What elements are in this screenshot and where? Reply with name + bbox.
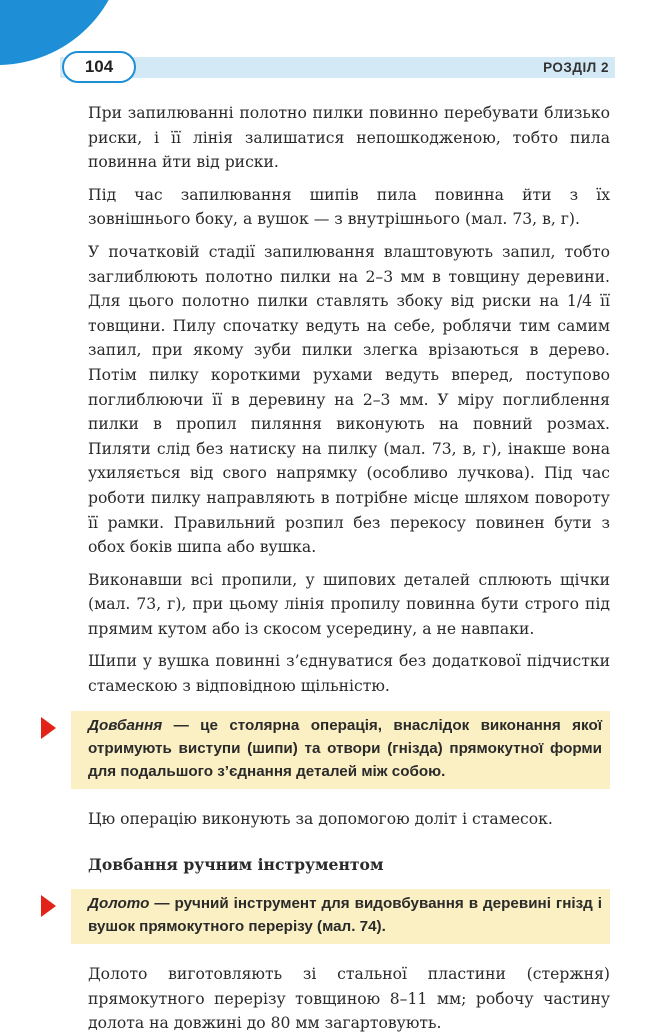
definition-term: Довбання [88, 716, 163, 734]
page-content [88, 101, 610, 1036]
paragraph-2: Під час запилювання шипів пила повинна йти з їх зовнішнього боку, а вушок — з внутрішнього (мал. 73, в, г). [88, 185, 610, 229]
paragraph-5: Шипи у вушка повинні з’єднуватися без додаткової підчистки стамескою з відповідною щільністю. [88, 652, 610, 696]
subheading: Довбання ручним інструментом [88, 855, 384, 875]
paragraph-7: Долото виготовляють зі стальної пластини (стержня) прямокутного перерізу товщиною 8–11 мм; робочу частину долота на довжині до 80 мм загартовують. [88, 965, 610, 1033]
header-band [60, 57, 615, 78]
definition-term: Долото [88, 895, 150, 913]
red-triangle-marker-icon [41, 717, 56, 739]
paragraph-1: При запилюванні полотно пилки повинно перебувати близько риски, і її лінія залишатися непошкодженою, тобто пила повинна йти від риски. [88, 104, 610, 172]
section-label: РОЗДІЛ 2 [543, 60, 609, 75]
paragraph-6: Цю операцію виконують за допомогою доліт і стамесок. [88, 809, 553, 828]
definition-text: — ручний інструмент для видовбування в деревині гнізд і вушок прямокутного перерізу (мал. 74). [88, 895, 602, 936]
red-triangle-marker-icon [41, 895, 56, 917]
paragraph-3: У початковій стадії запилювання влаштовують запил, тобто заглиблюють полотно пилки на 2–3 мм в товщину деревини. Для цього полотно пилки ставлять збоку від риски на 1/4 її товщини. Пилу спочатку ведуть на себе, роблячи тим самим запил, при якому зуби пилки злегка врізаються в дерево. Потім пилку короткими рухами ведуть вперед, поступово поглиблюючи її в деревину на 2–3 мм. У міру поглиблення пилки в пропил пиляння виконують на повний розмах. Пиляти слід без натиску на пилку (мал. 73, в, г), інакше вона ухиляється від свого напрямку (особливо лучкова). Під час роботи пилку направляють в потрібне місце шляхом повороту її рамки. Правильний розпил без перекосу повинен бути з обох боків шипа або вушка. [88, 242, 610, 557]
page-number: 104 [62, 51, 136, 83]
definition-text: — це столярна операція, внаслідок виконання якої отримують виступи (шипи) та отвори (гнізда) прямокутної форми для подальшого з’єднання деталей між собою. [88, 716, 602, 780]
definition-box-doloto [71, 889, 610, 944]
paragraph-4: Виконавши всі пропили, у шипових деталей сплюють щічки (мал. 73, г), при цьому лінія пропилу повинна бути строго під прямим кутом або із скосом усередину, а не навпаки. [88, 570, 610, 638]
definition-box-dovbannia [71, 711, 610, 789]
